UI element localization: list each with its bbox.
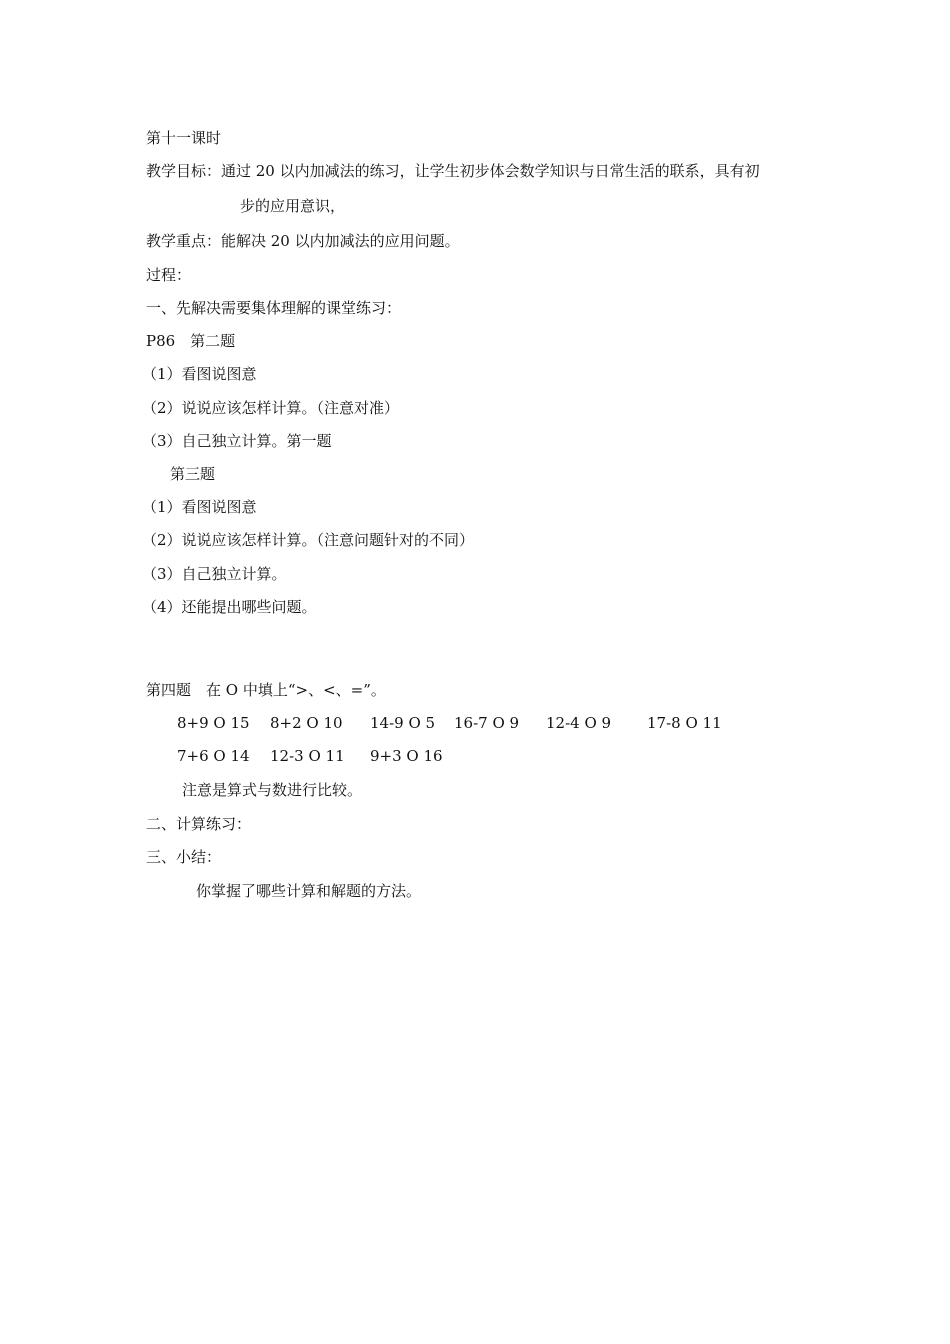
compare-item: 16-7 O 9	[454, 714, 520, 732]
compare-item: 8+9 O 15	[177, 714, 250, 732]
compare-item: 14-9 O 5	[370, 714, 436, 732]
lesson-title: 第十一课时	[146, 129, 222, 147]
compare-item: 9+3 O 16	[370, 747, 443, 765]
q2-step-1: （1）看图说图意	[142, 365, 257, 383]
q2-step-2: （2）说说应该怎样计算。（注意对准）	[142, 399, 400, 417]
section-1-heading: 一、先解决需要集体理解的课堂练习：	[146, 299, 402, 317]
q3-step-3: （3）自己独立计算。	[142, 565, 287, 583]
compare-item: 8+2 O 10	[270, 714, 343, 732]
compare-item: 12-3 O 11	[270, 747, 345, 765]
comparison-note: 注意是算式与数进行比较。	[182, 781, 363, 799]
q2-step-3: （3）自己独立计算。第一题	[142, 432, 332, 450]
compare-item: 7+6 O 14	[177, 747, 250, 765]
summary-text: 你掌握了哪些计算和解题的方法。	[196, 882, 422, 900]
teaching-focus: 教学重点：能解决 20 以内加减法的应用问题。	[146, 232, 460, 250]
q3-step-4: （4）还能提出哪些问题。	[142, 598, 317, 616]
compare-item: 12-4 O 9	[546, 714, 612, 732]
p86-question-2: P86 第二题	[146, 332, 236, 350]
question-4-title: 第四题 在 O 中填上“>、<、=”。	[146, 681, 386, 699]
q3-step-2: （2）说说应该怎样计算。（注意问题针对的不同）	[142, 531, 475, 549]
section-3-heading: 三、小结：	[146, 848, 222, 866]
section-2-heading: 二、计算练习：	[146, 815, 252, 833]
teaching-goal-line-1: 教学目标：通过 20 以内加减法的练习，让学生初步体会数学知识与日常生活的联系，具有初	[146, 162, 760, 180]
q3-step-1: （1）看图说图意	[142, 498, 257, 516]
compare-item: 17-8 O 11	[647, 714, 722, 732]
question-3-title: 第三题	[170, 465, 216, 483]
teaching-goal-line-2: 步的应用意识，	[240, 197, 346, 215]
process-heading: 过程：	[146, 266, 192, 284]
